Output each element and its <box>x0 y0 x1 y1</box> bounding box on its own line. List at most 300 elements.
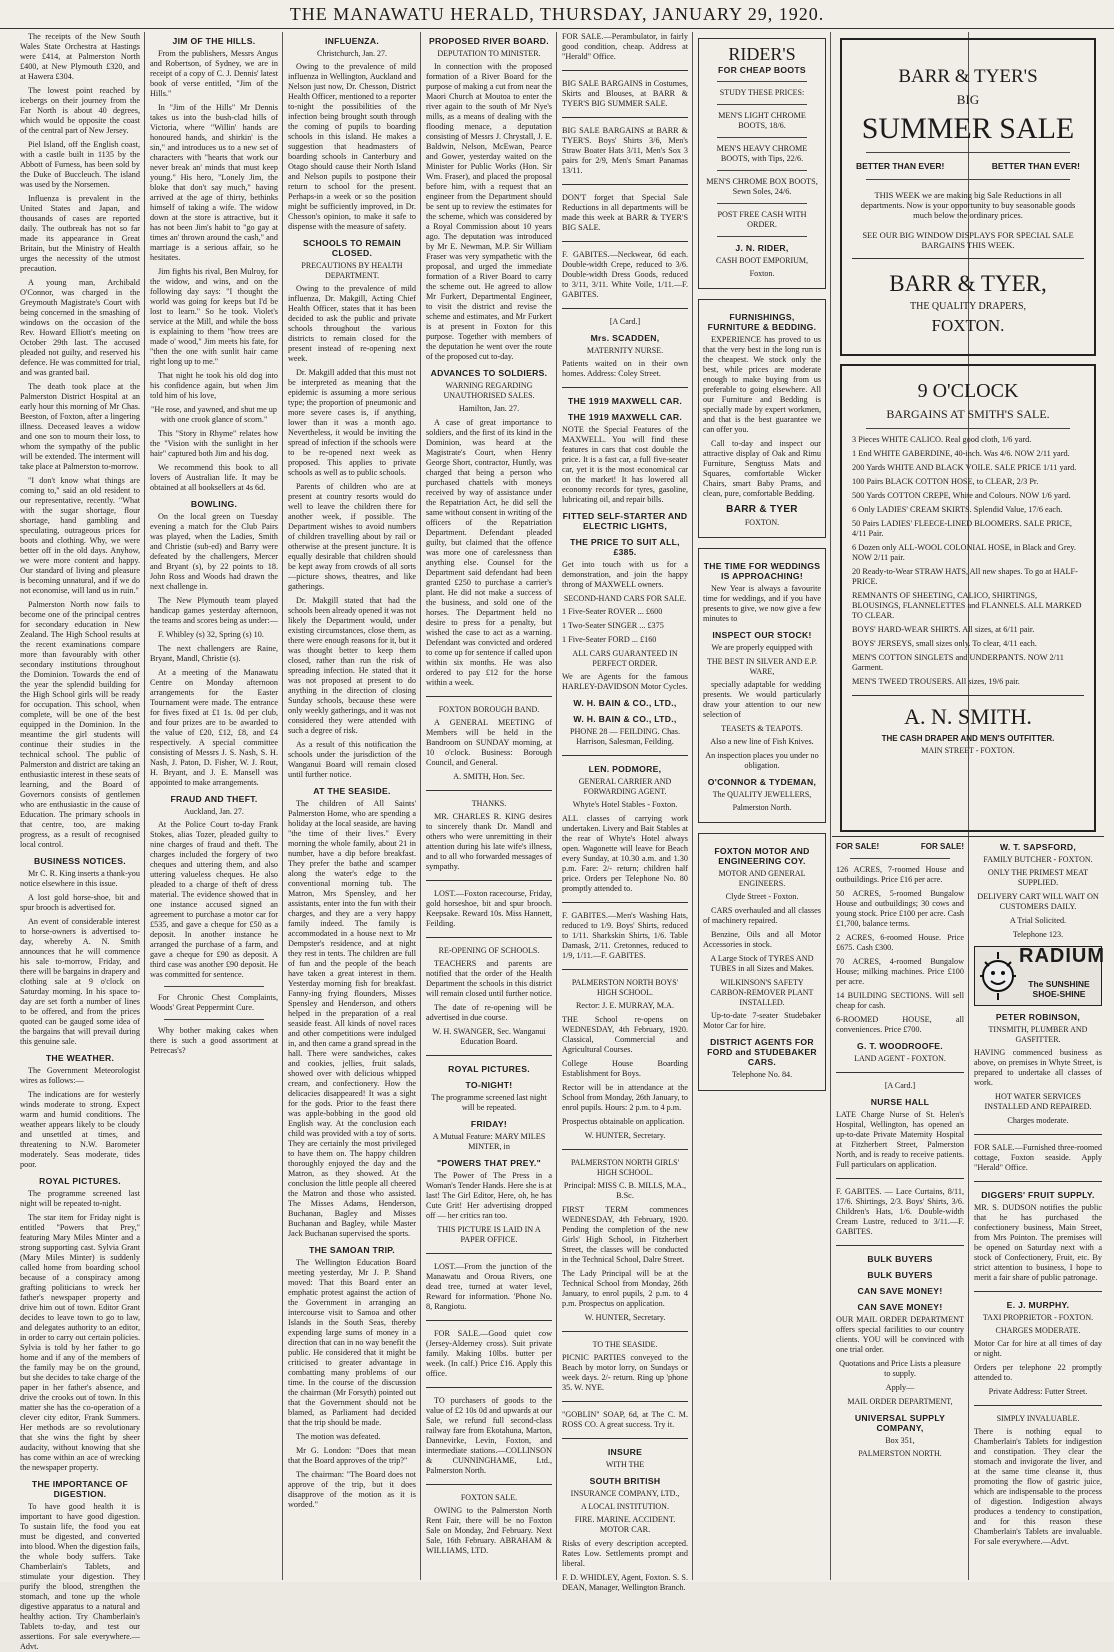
article-paragraph: Piel Island, off the English coast, with a castle built in 1135 by the Abbott of Furness, has been sold by the Duke of Buccleuch. The island was used by the Norsemen. <box>20 140 140 189</box>
notice-title: RE-OPENING OF SCHOOLS. <box>438 946 540 955</box>
notice-sign: A. SMITH, Hon. Sec. <box>453 772 525 781</box>
ad-title: RIDER'S <box>728 44 796 64</box>
article-paragraph: The death took place at the Palmerston District Hospital at an early hour this morning of Mr Chas. Beeston, of Foxton, after a lingering illness. Deceased leaves a widow and one son to mourn their loss, to whom the sympathy of the public will be extended. The interment will take place at Palmerston to-morrow. <box>20 382 140 471</box>
article-paragraph: A lost gold horse-shoe, bit and spur brooch is advertised for. <box>20 893 140 912</box>
article-paragraph: As a result of this notification the schools under the jurisdiction of the Wanganui Board will remain closed until further notice. <box>288 740 416 779</box>
classified-ad: NOTE the Special Features of the MAXWELL. You will find these features in cars that cost double the price. It is a fast car, a full five-seater car, yet it is the most economical car on the market! It has lowered all economy records for tyres, gasoline, lubricating oil, and repair bills. <box>562 425 688 504</box>
better-label: BETTER THAN EVER! <box>856 161 945 171</box>
classified-ad: Private Address: Futter Street. <box>988 1387 1088 1396</box>
divider <box>426 1320 552 1321</box>
divider <box>836 1178 964 1179</box>
divider <box>866 179 1070 180</box>
divider <box>717 236 807 237</box>
heading-fraud: FRAUD AND THEFT. <box>170 794 258 804</box>
ad-subtitle: FOXTON. <box>744 518 780 527</box>
ad-subtitle: FOXTON. <box>931 316 1005 335</box>
divider <box>717 81 807 82</box>
article-paragraph: We recommend this book to all lovers of Australian life. It may be obtained at all booksellers at 4s 6d. <box>150 463 278 492</box>
verse-quote: "He rose, and yawned, and shut me up with one crook glance of scorn." <box>151 405 277 424</box>
notice-text: LOST.—From the junction of the Manawatu and Oroua Rivers, one dead tree, turned at water level, Reward for information. 'Phone No. 8, Rangiotu. <box>426 1262 552 1311</box>
divider <box>426 880 552 881</box>
classified-ad: Prospectus obtainable on application. <box>562 1117 685 1126</box>
sale-item: 50 Pairs LADIES' FLEECE-LINED BLOOMERS. SALE PRICE, 4/11 Pair. <box>852 519 1072 538</box>
classified-ad: College House Boarding Establishment for Boys. <box>562 1059 688 1078</box>
ad-text: EXPERIENCE has proved to us that the very best in the long run is the cheapest. We stock only the best, while prices are moderate enough to make buying from us preferable to going elsewhere. All our Furniture and Bedding is specially made by expert workmen, and that is the best guarantee we can offer you. <box>703 335 821 434</box>
column-rule <box>282 32 283 1580</box>
heading-weather: THE WEATHER. <box>45 1053 115 1063</box>
column-1 <box>20 32 140 1651</box>
sale-item: BOYS' HARD-WEAR SHIRTS. All sizes, at 6/11 pair. <box>852 625 1035 634</box>
article-paragraph: The next challengers are Raine, Bryant, Mandl, Christie (s). <box>150 644 278 663</box>
ad-title: FURNISHINGS, FURNITURE & BEDDING. <box>707 312 817 332</box>
ad-title: PETER ROBINSON, <box>995 1012 1081 1022</box>
ad-title: DISTRICT AGENTS FOR FORD and STUDEBAKER CARS. <box>707 1037 817 1067</box>
article-paragraph: Jim fights his rival, Ben Mulroy, for the widow, and wins, and on the following day says: "I thought the world was going for keeps but I'd be lost to learn." So he took. Violet's service at the Mill, and while the boss is explaining to them "how trees are made o' wood," Jim meets his fate, for "then the one with sunlit hair came right long up to me." <box>150 267 278 366</box>
notice-text: TO purchasers of goods to the value of £2 10s 0d and upwards at our Sale, we refund full second-class railway fare from Ekotahuna, Marton, Dannevirke, Levin, Foxton, and intermediate stations.—COLLINSON & CUNNINGHAME, Ltd., Palmerston North. <box>426 1396 552 1475</box>
classified-ad: BIG SALE BARGAINS at BARR & TYER'S. Boys' Shirts 3/6, Men's Straw Boater Hats 3/11, Men's Sox 3 pairs for 2/9, Men's Smart Panamas 13/11. <box>562 126 688 175</box>
ad-subtitle: Foxton. <box>749 269 775 278</box>
divider <box>974 1134 1102 1135</box>
ad-subtitle: Box 351, <box>885 1436 915 1445</box>
ad-text: We are properly equipped with <box>711 643 813 652</box>
ad-subtitle: TEASETS & TEAPOTS. <box>721 724 803 733</box>
better-row <box>856 161 1080 171</box>
article-paragraph: In connection with the proposed formation of a River Board for the purpose of making a cut from near the Maori Church at Moutoa to enter the river again to the south of Mr Nye's mills, as a means of dealing with the flooding menace, a deputation consisting of Messrs J. Chrystall, J. E. Baldwin, Nelson, McEwan, Pearce and Gower, yesterday waited on the Minister for Public Works (Hon. Sir Wm. Fraser), and placed the proposal before him, with a request that an engineer from the Department should be sent up to review the estimates for the scheme, which was considered by a Royal Commission about 10 years ago. The deputation was introduced by Mr E. Newman, M.P. Sir William Fraser was very sympathetic with the proposal, and urged the immediate formation of a River Board to carry the scheme out. He agreed to allow Mr Furkert, Departmental Engineer, to visit the district and revise the scheme and estimates, and Mr Furkert is at present in Foxton for this purpose. Together with members of the deputation he went over the route of the proposed cut to-day. <box>426 62 552 361</box>
divider <box>974 1291 1102 1292</box>
classified-ad: F. GABITES. — Lace Curtains, 8/11, 17/6. Shirtings, 2/3. Boys' Shirts, 3/6. Children's Hats, 1/6. Double-width Cream Lustre, reduced to 3/11.—F. GABITES. <box>836 1187 964 1236</box>
ad-title: THE 1919 MAXWELL CAR. <box>567 396 683 406</box>
article-paragraph: The chairman: "The Board does not approve of the trip, but it does disapprove of the motion as it is worded." <box>288 1470 416 1509</box>
article-paragraph: The lowest point reached by icebergs on their journey from the Far North is about 40 degrees, which would be opposite the coast of the central part of New Jersey. <box>20 86 140 135</box>
article-paragraph: The indications are for westerly winds moderate to strong. Expect warm and humid conditions. The weather appears likely to be cloudy and unsettled at times, and threatening to N.W. Barometer moderately. Seas moderate, tides poor. <box>20 1090 140 1169</box>
ad-title: SUMMER SALE <box>861 112 1075 145</box>
article-paragraph: That night he took his old dog into his confidence again, but when Jim told him of his love, <box>150 371 278 400</box>
divider <box>836 1072 964 1073</box>
divider <box>562 969 688 970</box>
divider <box>974 1181 1102 1182</box>
divider <box>717 137 807 138</box>
smith-sale-list <box>852 435 1084 687</box>
classified-ad: F. GABITES.—Neckwear, 6d each. Double-width Crepe, reduced to 3/6. Double-width Dress Goods, reduced to 3/11, 3/11. White Voile, 1/11.—F. GABITES. <box>562 250 688 299</box>
article-paragraph: On the local green on Tuesday evening a match for the Club Pairs was played, when the Ladies, Smith and Christie (sub-ed) and Barry were defeated by the challengers, Mercer and Bryant (s), by 22 points to 18. John Ross and Woods had drawn the next challenge in. <box>150 512 278 591</box>
ad-subtitle: TAXI PROPRIETOR - FOXTON. <box>982 1313 1094 1322</box>
ad-title: BARR & TYER'S <box>898 66 1038 87</box>
article-paragraph: An event of considerable interest to horse-owners is advertised to-day, whereby A. N. Smith announces that he will commence his sale to-morrow, Friday, and there will be bargains in drapery and clothing sale at 9 o'clock on Saturday morning. In his space to-day are set forth a number of lines to be offered, and from the prices quoted can be gauged some idea of the bargains that will prevail during this genuine sale. <box>20 917 140 1046</box>
classified-ad: Telephone 123. <box>1012 930 1064 939</box>
column-5 <box>562 32 688 1592</box>
column-7 <box>836 842 964 1580</box>
classified-ad: Motor Car for hire at all times of day or night. <box>974 1339 1102 1358</box>
classified-ad: FIRE. MARINE. ACCIDENT. MOTOR CAR. <box>574 1515 676 1534</box>
notice-text: THIS PICTURE IS LAID IN A PAPER OFFICE. <box>437 1225 541 1244</box>
heading-schools-closed: SCHOOLS TO REMAIN CLOSED. <box>302 238 402 258</box>
subheading: PRECAUTIONS BY HEALTH DEPARTMENT. <box>301 261 403 280</box>
card-tag: [A Card.] <box>609 317 641 326</box>
barr-tyer-ad <box>840 38 1096 356</box>
notice-sign: W. HUNTER, Secretary. <box>584 1131 666 1140</box>
dateline: Hamilton, Jan. 27. <box>458 404 520 413</box>
divider <box>562 117 688 118</box>
divider <box>426 696 552 697</box>
article-paragraph: The programme screened last night will be repeated to-night. <box>20 1189 140 1208</box>
article-paragraph: Owing to the prevalence of mild influenza, Dr. Makgill, Acting Chief Health Officer, states that it has been decided to ask the public and private schools throughout the various districts to remain closed for the present instead of re-opening next week. <box>288 284 416 363</box>
classified-ad: Quotations and Price Lists a pleasure to supply. <box>839 1359 961 1378</box>
heading-bowling: BOWLING. <box>190 499 238 509</box>
article-paragraph: Why bother making cakes when there is such a good assortment at Petrecas's? <box>150 1026 278 1055</box>
classified-ad: DELIVERY CART WILL WAIT ON CUSTOMERS DAILY. <box>977 892 1099 911</box>
rider-ad <box>698 38 826 289</box>
heading-jim-of-the-hills: JIM OF THE HILLS. <box>172 36 256 46</box>
sale-item: BOYS' JERSEYS, small sizes only. To clear, 4/11 each. <box>852 639 1037 648</box>
notice-title: FOXTON SALE. <box>460 1493 518 1502</box>
sale-item: 200 Yards WHITE AND BLACK VOILE. SALE PRICE 1/11 yard. <box>852 463 1077 472</box>
heading-river-board: PROPOSED RIVER BOARD. <box>429 36 549 46</box>
divider <box>717 104 807 105</box>
film-title: "POWERS THAT PREY." <box>437 1158 541 1168</box>
divider <box>852 695 1084 696</box>
divider <box>562 1331 688 1332</box>
ad-subtitle: INSURANCE COMPANY, LTD., <box>570 1489 680 1498</box>
land-listing: 6-ROOMED HOUSE, all conveniences. Price £700. <box>836 1015 964 1034</box>
furnishing-ad <box>698 299 826 538</box>
wedding-ad <box>698 548 826 823</box>
ad-subtitle: SECOND-HAND CARS FOR SALE. <box>563 594 687 603</box>
divider <box>426 1484 552 1485</box>
radium-ad <box>974 945 1105 1006</box>
divider <box>426 1055 552 1056</box>
ad-title: INSURE <box>607 1447 643 1457</box>
notice-text: The date of re-opening will be advertised in due course. <box>426 1003 552 1022</box>
divider <box>974 1405 1102 1406</box>
article-paragraph: To have good health it is important to have good digestion. To sustain life, the food you eat must be digested, and converted into blood. When the digestion fails, the whole body suffers. Take Chamberlain's Tablets, and stimulate your digestion. They purify the blood, strengthen the stomach, and tone up the whole digestive apparatus to a natural and healthy action. Try Chamberlain's Tablets to-day, and test our assertions. For sale everywhere.—Advt. <box>20 1502 140 1651</box>
classified-ad: DON'T forget that Special Sale Reductions in all departments will be made this week at BARR & TYER'S BIG SALE. <box>562 193 688 232</box>
ad-title: INSPECT OUR STOCK! <box>712 630 812 640</box>
article-paragraph: The children of All Saints' Palmerston Home, who are spending a holiday at the local seaside, are having "the time of their lives." Every morning the whole family, about 21 in number, have a dip before breakfast. They prefer the bathe and scamper along the water's edge to the conventional morning tub. The Matron, Mrs Spensley, and her assistants, enter into the fun with their charges, and they are a very happy family indeed. The family is accommodated in a house next to Mr Dempster's residence, and at night they rest in tents. The children are full of fun and the people of the beach have taken a great interest in them. Yesterday morning fish for breakfast. Fanny-ing frying flounders, Misses Spensley and Henderson, and others helped in the preparation of a real seaside feast. All kinds of novel races and other competitions were indulged in, and then came a grand spread in the hall. There were sandwiches, cakes and cookies, jellies, fruit salads, showed over with delicious whipped cream, and confectionery. How the delicacies disappeared! It was a sight for the gods. Prior to the feast there was apple-bobbing in the good old English way. At the conclusion each child was provided with a toy of sorts. They are certainly the most privileged to have them on. The happy children thoroughly enjoyed the day and the Matron, as they showed. At the conclusion the little people all cheered the Matron and those who assisted. The Misses Adams, Henderson, Buchanan, Bagley and Misses Buchanan and Bagley, while Master Jack Buchanan supervised the sports. <box>288 799 416 1238</box>
ad-sign: O'CONNOR & TYDEMAN, <box>707 777 817 787</box>
notice-title: FOXTON BOROUGH BAND. <box>438 705 540 714</box>
notice-text: TEACHERS and parents are notified that the order of the Health Department the schools in this district will remain closed until further notice. <box>426 959 552 998</box>
heading-samoan-trip: THE SAMOAN TRIP. <box>309 1245 395 1255</box>
heading-influenza: INFLUENZA. <box>324 36 380 46</box>
ad-title: UNIVERSAL SUPPLY COMPANY, <box>854 1413 946 1433</box>
divider <box>717 203 807 204</box>
classified-ad: BIG SALE BARGAINS in Costumes, Skirts and Blouses, at BARR & TYER'S BIG SUMMER SALE. <box>562 79 688 108</box>
car-line: 1 Two-Seater SINGER ... £375 <box>562 621 664 630</box>
classified-ad: F. GABITES.—Men's Washing Hats, reduced to 1/9. Boys' Shirts, reduced to 1/11. Sharkskin Shirts, 1/6. Table Damask, 2/11. Cretonnes, reduced to 1/9, 1/11.—F. GABITES. <box>562 911 688 960</box>
ad-subtitle: A LOCAL INSTITUTION. <box>581 1502 669 1511</box>
divider <box>836 1245 964 1246</box>
column-rule <box>420 32 421 1580</box>
ad-title: BULK BUYERS <box>867 1270 933 1280</box>
classified-ad: We are Agents for the famous HARLEY-DAVIDSON Motor Cycles. <box>562 672 688 691</box>
classified-ad: Principal: MISS C. B. MILLS, M.A., B.Sc. <box>563 1181 687 1200</box>
column-rule <box>692 32 693 1580</box>
ad-subtitle: Palmerston North. <box>732 803 792 812</box>
article-paragraph: Dr. Makgill stated that had the schools been already opened it was not likely the Department would, under existing circumstances, close them, as there were enough reasons for it, but it was thought better to keep them closed, rather than run the risk of spreading infection. He stated that it was not proposed at present to do anything in the direction of closing Sunday schools, because these were only weekly gatherings, and it was not considered they were attended with such a degree of risk. <box>288 596 416 735</box>
divider <box>426 1387 552 1388</box>
ad-sign: J. N. RIDER, <box>735 243 789 253</box>
article-paragraph: Owing to the prevalence of mild influenza in Wellington, Auckland and Nelson just now, Dr. Chesson, District Health Officer, mentioned to a reporter to-night the possibilities of the infection being brought south through the coming of pupils to boarding schools in this island. He makes a suggestion that headmasters of boarding schools in Canterbury and Otago should cause their North Island and Nelson pupils to postpone their return to school for the present. Perhaps-in a week or so the position might be sufficiently improved, in Dr. Chesson's opinion, to make it safe to dispense with the measure of safety. <box>288 62 416 231</box>
divider <box>426 1253 552 1254</box>
article-paragraph: "I don't know what things are coming to," said an old resident to our representative, recently. "What with the sugar shortage, flour shortage, hand gambling and speculating, outrageous prices for boots and clothing. Why, we were better off in the old days. Anyhow, we were more content and happy. Our standard of living and pleasure is becoming unnatural, and if we do not economise, will land us in ruin." <box>20 476 140 595</box>
classified-ad: Charges moderate. <box>1007 1116 1069 1125</box>
divider <box>562 70 688 71</box>
classified-ad: Whyte's Hotel Stables - Foxton. <box>572 800 678 809</box>
article-paragraph: The motion was defeated. <box>296 1432 381 1441</box>
for-sale-row <box>836 842 964 852</box>
ad-subtitle: MAIN STREET - FOXTON. <box>921 746 1015 755</box>
classified-ad: Patients waited on in their own homes. Address: Coley Street. <box>562 359 688 378</box>
ad-subtitle: MOTOR AND GENERAL ENGINEERS. <box>718 869 806 888</box>
classified-ad: FOR SALE.—Perambulator, in fairly good condition, cheap. Address at "Herald" Office. <box>562 32 688 61</box>
notice-text: LOST.—Foxton racecourse, Friday, gold horseshoe, bit and spur brooch. Keepsake. Reward 10s. Miss Hannett, Feilding. <box>426 889 552 928</box>
ad-title: DIGGERS' FRUIT SUPPLY. <box>981 1190 1095 1200</box>
article-paragraph: The Government Meteorologist wires as follows:— <box>20 1066 140 1085</box>
for-sale-label: FOR SALE! <box>836 842 880 851</box>
sale-item: 3 Pieces WHITE CALICO. Real good cloth, 1/6 yard. <box>852 435 1032 444</box>
sale-item: 100 Pairs BLACK COTTON HOSE, to CLEAR, 2/3 Pr. <box>852 477 1039 486</box>
ad-sign: BARR & TYER, <box>889 271 1047 296</box>
classified-ad: HAVING commenced business as above, on premises in Whyte Street, is prepared to undertake all classes of work. <box>974 1048 1102 1087</box>
divider <box>866 428 1070 429</box>
divider <box>866 152 1070 153</box>
divider <box>850 858 950 859</box>
ad-subtitle: GENERAL CARRIER AND FORWARDING AGENT. <box>578 777 672 796</box>
radium-logo: RADIUM <box>1019 945 1105 967</box>
divider <box>562 387 688 388</box>
ad-title: CAN SAVE MONEY! <box>857 1302 943 1312</box>
ad-title: FOXTON MOTOR AND ENGINEERING COY. <box>714 846 810 866</box>
article-paragraph: From the publishers, Messrs Angus and Robertson, of Sydney, we are in receipt of a copy of C. J. Dennis' latest book of verse entitled, "Jim of the Hills." <box>150 49 278 98</box>
column-2 <box>150 32 278 1580</box>
divider <box>562 241 688 242</box>
divider <box>562 308 688 309</box>
ad-subtitle: The QUALITY JEWELLERS, <box>712 790 812 799</box>
classified-ad: Orders per telephone 22 promptly attended to. <box>974 1363 1102 1382</box>
ad-text: A Large Stock of TYRES AND TUBES in all Sizes and Makes. <box>710 954 814 973</box>
sale-item: MEN'S COTTON SINGLETS and UNDERPANTS. NOW 2/11 Garment. <box>852 653 1064 672</box>
article-paragraph: Palmerston North now fails to become one of the principal centres for secondary education in New Zealand. The High School results at the recent examinations compare more than favourably with other secondary institutions throughout the Dominion. Towards the end of the year the splendid building for the High School girls will be ready for occupation. This school, when complete, will be one of the best equipped in the Dominion. In the meantime the girl students will continue their studies in the technical school. The public of Palmerston and district are taking an enthusiastic interest in these seats of learning, and the Board of Governors consists of gentlemen who are enthusiastic in the cause of Education. The primary schools in that centre, too, are making progress, as a result of recognised local control. <box>20 600 140 849</box>
article-paragraph: At the Police Court to-day Frank Stokes, alias Tozer, pleaded guilty to nine charges of fraud and theft. The charges included the forgery of two cheques and uttering them, and also uttering valueless cheques. He also pleaded to a charge of theft of dress material. The evidence showed that in one instance accused signed an agreement to purchase a motor car for £535, and gave a cheque for £50 as a deposit. In another instance he arranged the purchase of a farm, and gave a cheque for £90 as deposit. A third case was another £90 deposit. He was committed for sentence. <box>150 820 278 979</box>
subheading: DEPUTATION TO MINISTER. <box>437 49 541 58</box>
dateline: Christchurch, Jan. 27. <box>317 49 387 58</box>
divider <box>562 755 688 756</box>
ad-text: Call to-day and inspect our attractive display of Oak and Rimu Furniture, Sengtuss Mats and Squares, comfortable Wicker Chairs, smart Baby Prams, and clean, pure, comfortable Bedding. <box>703 439 821 498</box>
card-tag: [A Card.] <box>884 1081 916 1090</box>
classified-ad: HOT WATER SERVICES INSTALLED AND REPAIRED. <box>984 1092 1092 1111</box>
ad-title: BARGAINS AT SMITH'S SALE. <box>886 407 1050 421</box>
ad-title: W. H. BAIN & CO., LTD., <box>573 698 677 708</box>
ad-price: THE PRICE TO SUIT ALL, £385. <box>570 537 680 557</box>
ad-title: THE 1919 MAXWELL CAR. <box>567 412 683 422</box>
classified-ad: ONLY THE PRIMEST MEAT SUPPLIED. <box>987 868 1089 887</box>
ad-subtitle: FAMILY BUTCHER - FOXTON. <box>983 855 1093 864</box>
sale-item: 6 Only LADIES' CREAM SKIRTS. Splendid Value, 17/6 each. <box>852 505 1063 514</box>
price-line: MEN'S LIGHT CHROME BOOTS, 18/6. <box>718 111 806 130</box>
radium-tagline: The SUNSHINE SHOE-SHINE <box>1028 979 1090 999</box>
ad-title: CAN SAVE MONEY! <box>857 1286 943 1296</box>
notice-text: MR. CHARLES R. KING desires to sincerely thank Dr. Mandl and others who were unremitting in their attention during his late wife's illness, and to all who forwarded messages of sympathy. <box>426 812 552 871</box>
notice-text: The programme screened last night will be repeated. <box>431 1093 547 1112</box>
column-6 <box>698 32 826 1580</box>
ad-subtitle: PALMERSTON NORTH BOYS' HIGH SCHOOL. <box>571 978 679 997</box>
price-line: MEN'S CHROME BOX BOOTS, Sewn Soles, 24/6. <box>706 177 818 196</box>
article-paragraph: The New Plymouth team played handicap games yesterday afternoon, the teams and scores being as under:— <box>150 596 278 625</box>
ad-subtitle: PALMERSTON NORTH GIRLS' HIGH SCHOOL. <box>570 1158 680 1177</box>
notice-text: FOR SALE.—Good quiet cow (Jersey-Alderney cross). Suit private family. Making 10lbs. butter per week. (In calf.) Price £16. Apply this office. <box>426 1329 552 1378</box>
ad-subtitle: ALL CARS GUARANTEED IN PERFECT ORDER. <box>572 649 678 668</box>
article-paragraph: Mr C. R. King inserts a thank-you notice elsewhere in this issue. <box>20 869 140 888</box>
friday-label: FRIDAY! <box>470 1119 508 1129</box>
ad-text: Benzine, Oils and all Motor Accessories in stock. <box>703 930 821 949</box>
classified-ad: Get into touch with us for a demonstration, and join the happy throng of MAXWELL owners. <box>562 560 688 589</box>
heading-royal-pictures: ROYAL PICTURES. <box>39 1176 121 1186</box>
sale-item: 20 Ready-to-Wear STRAW HATS, All new shapes. To go at HALF-PRICE. <box>852 567 1078 586</box>
better-label: BETTER THAN EVER! <box>991 161 1080 171</box>
sale-item: 1 End WHITE GABERDINE, 40-inch. Was 4/6. NOW 2/11 yard. <box>852 449 1070 458</box>
heading-soldiers: ADVANCES TO SOLDIERS. <box>430 368 548 378</box>
article-paragraph: The receipts of the New South Wales State Orchestra at Hastings were £414, at Palmerston North £400, at New Plymouth £320, and at Hawera £304. <box>20 32 140 81</box>
price-line: MEN'S HEAVY CHROME BOOTS, with Tips, 22/6. <box>716 144 808 163</box>
car-line: 1 Five-Seater FORD ... £160 <box>562 635 657 644</box>
heading-royal-ad: ROYAL PICTURES. <box>448 1064 530 1074</box>
divider <box>562 1401 688 1402</box>
divider <box>852 258 1084 259</box>
ad-text: THIS WEEK we are making big Sale Reductions in all departments. Now is your opportunity to buy seasonable goods much below the ordinary prices. <box>860 190 1076 220</box>
notice-sign: W. H. SWANGER, Sec. Wanganui Education Board. <box>432 1027 546 1046</box>
ad-subtitle: THE CASH DRAPER AND MEN'S OUTFITTER. <box>881 734 1055 743</box>
ad-title: Mrs. SCADDEN, <box>590 333 660 343</box>
article-paragraph: Dr. Makgill added that this must not be interpreted as meaning that the epidemic is assuming a more serious type; the proportion of pneumonic and more severe cases is, if anything, lower than it was a month ago. Nevertheless, it would be inviting the spread of infection if the schools were to be re-opened next week as proposed. This applies to private schools as well as to public schools. <box>288 368 416 477</box>
dateline: Auckland, Jan. 27. <box>184 807 244 816</box>
heading-digestion: THE IMPORTANCE OF DIGESTION. <box>31 1479 129 1499</box>
notice-sign: W. HUNTER, Secretary. <box>584 1313 666 1322</box>
column-rule <box>556 32 557 1580</box>
land-listing: 2 ACRES, 6-roomed House. Price £675. Cash £300. <box>836 933 964 952</box>
classified-ad: OUR MAIL ORDER DEPARTMENT offers special facilities to our country clients. YOU will be convinced with one trial order. <box>836 1315 964 1354</box>
foxton-motor-ad <box>698 833 826 1091</box>
divider <box>562 902 688 903</box>
classified-ad: THE School re-opens on WEDNESDAY, 4th February, 1920. Classical, Commercial and Agricultural Courses. <box>562 1015 688 1054</box>
column-rule <box>144 32 145 1580</box>
sale-item: 6 Dozen only ALL-WOOL COLONIAL HOSE, in Black and Grey. NOW 2/11 pair. <box>852 543 1076 562</box>
column-4 <box>426 32 552 1580</box>
ad-subtitle: CHARGES MODERATE. <box>995 1326 1081 1335</box>
land-listing: 126 ACRES, 7-roomed House and outbuildings. Price £16 per acre. <box>836 865 964 884</box>
ad-title: BIG <box>956 92 980 107</box>
divider <box>164 1019 264 1020</box>
divider <box>164 986 264 987</box>
ad-subtitle: THE QUALITY DRAPERS, <box>909 301 1026 312</box>
article-paragraph: Influenza is prevalent in the United States and Japan, and thousands of cases are reported daily. The outbreak has not so far made its appearance in Great Britain, but the Ministry of Health urges the necessity of the utmost precaution. <box>20 194 140 273</box>
ad-text: New Year is always a favourite time for weddings, and if you have presents to give, we now give a few minutes to <box>703 584 821 623</box>
divider <box>426 790 552 791</box>
column-8 <box>974 842 1105 1580</box>
classified-ad: ALL classes of carrying work undertaken. Livery and Bait Stables at the rear of Whyte's Hotel always open. Wagonette will leave for Beach every Sunday, at 10.30 a.m. and 1.30 p.m. Fare: 2/- return; children half price. Orders per Telephone No. 80 promptly attended to. <box>562 814 688 893</box>
heading-business: BUSINESS NOTICES. <box>33 856 126 866</box>
smith-sale-ad <box>840 364 1096 832</box>
ad-title: LEN. PODMORE, <box>588 764 662 774</box>
ad-sign: BARR & TYER <box>726 504 798 515</box>
ad-title: W. H. BAIN & CO., LTD., <box>573 714 677 724</box>
divider <box>562 184 688 185</box>
article-paragraph: At a meeting of the Manawatu Centre on Monday afternoon arrangements for the Easter Tournament were made. The entrance for fives fixed at £1 1s. 0d per club, and four prizes are to be awarded to the value of £20, £12, £8, and £4 respectively. A special committee consisting of Messrs J. S. Nash, S. H. Nash, J. Paton, D. Fisher, W. J. Rout, H. Bryant, and J. E. Mansell was appointed to make arrangements. <box>150 668 278 787</box>
classified-ad: F. D. WHIDLEY, Agent, Foxton. S. S. DEAN, Manager, Wellington Branch. <box>562 1573 688 1592</box>
ad-sign: G. T. WOODROOFE. <box>857 1041 943 1051</box>
classified-ad: Risks of every description accepted. Rates Low. Settlements prompt and liberal. <box>562 1539 688 1568</box>
subheading: WARNING REGARDING UNAUTHORISED SALES. <box>443 381 535 400</box>
notice-text: OWING to the Palmerston North Rent Fair, there will be no Foxton Sale on Monday, 2nd February. Next Sale, 16th February. ABRAHAM & WILLIAMS, LTD. <box>426 1506 552 1555</box>
ad-subtitle: SIMPLY INVALUABLE. <box>996 1414 1080 1423</box>
classified-ad: Rector will be in attendance at the School from Monday, 26th January, to enrol pupils. Hours: 2 p.m. to 4 p.m. <box>562 1083 688 1112</box>
ad-text: Also a new line of Fish Knives. <box>710 737 814 746</box>
divider <box>562 1438 688 1439</box>
ad-title: SOUTH BRITISH <box>589 1476 661 1486</box>
land-listing: 50 ACRES, 5-roomed Bungalow House and outbuildings; 30 cows and young stock. Price £100 per acre. Cash £1,700, balance terms. <box>836 889 964 928</box>
ad-subtitle: CASH BOOT EMPORIUM, <box>715 256 809 265</box>
divider <box>562 1149 688 1150</box>
ad-title: 9 O'CLOCK <box>917 380 1019 402</box>
ad-subtitle: TINSMITH, PLUMBER AND GASFITTER. <box>988 1025 1088 1044</box>
ad-subtitle: STUDY THESE PRICES: <box>719 88 805 97</box>
ad-title: BULK BUYERS <box>867 1254 933 1264</box>
ad-title: FITTED SELF-STARTER AND ELECTRIC LIGHTS, <box>562 511 688 531</box>
masthead: THE MANAWATU HERALD, THURSDAY, JANUARY 29, 1920. <box>0 0 1114 29</box>
classified-ad: There is nothing equal to Chamberlain's Tablets for indigestion and constipation. They clear the stomach and invigorate the liver, and at the same time cleanse it, thus promoting the flow of gastric juice, which are indispensable to the process of digestion. Indigestion always produces a tendency to constipation, and for this reason these Chamberlain's Tablets are invaluable. For sale everywhere.—Advt. <box>974 1427 1102 1546</box>
ad-text: POST FREE CASH WITH ORDER. <box>717 210 807 229</box>
classified-ad: "GOBLIN" SOAP, 6d, at The C. M. ROSS CO. A great success. Try it. <box>562 1410 688 1429</box>
ad-title: E. J. MURPHY. <box>1006 1300 1070 1310</box>
classified-ad: MR. S. DUDSON notifies the public that he has purchased the confectionery business, Main Street, from Mrs Pointon. The premises will be opened on Saturday next with a stock of Confectionery, Fruit, etc. By strict attention to business, I hope to merit a fair share of public patronage. <box>974 1203 1102 1282</box>
divider <box>426 937 552 938</box>
ad-subtitle: MAIL ORDER DEPARTMENT, <box>847 1397 953 1406</box>
ad-subtitle: PALMERSTON NORTH. <box>858 1449 942 1458</box>
article-paragraph: A young man, Archibald O'Connor, was charged in the Greymouth Magistrate's Court with being concerned in the smashing of windows on the occasion of the Rev. Howard Elliott's meeting on October 29th last. The accused pleaded not guilty, and reserved his defence. He was committed for trial, and was granted bail. <box>20 278 140 377</box>
ad-subtitle: LAND AGENT - FOXTON. <box>854 1054 946 1063</box>
classified-ad: PHONE 28 — FEILDING. Chas. Harrison, Salesman, Feilding. <box>569 727 681 746</box>
classified-ad: FIRST TERM commences WEDNESDAY, 4th February, 1920. Pending the completion of the new Girls' High School, in Fitzherbert Street, the classes will be conducted in the Technical School, Dalre Street. <box>562 1205 688 1264</box>
ad-subtitle: WILKINSON'S SAFETY CARBON-REMOVER PLANT INSTALLED. <box>710 978 814 1007</box>
article-paragraph: A case of great importance to soldiers, and the first of its kind in the Dominion, was heard at the Magistrate's Court, when Henry George Short, contractor, Huntly, was charged that being a person who purchased chattels with moneys received by way of assistance under the Repatriation Act, he did sell the same without consent in writing of the officers of the Repatriation Department. Defendant pleaded guilty, but claimed that the offence was more one of carelessness than anything else. Counsel for the Department said defendant had been granted £250 to purchase a carrier's plant. He did not make a success of the business, and sold one of the horses. The Department held no desire to press for a penalty, but wished the case to act as a warning. Defendant was convicted and ordered to come up for sentence if called upon within six months. He was also ordered to pay £12 for the horse within a week. <box>426 418 552 687</box>
article-paragraph: The Wellington Education Board meeting yesterday, Mr J. P. Shand moved: That this Board enter an emphatic protest against the action of the Government in arranging an intercourse visit to Samoa and other Islands in the South Seas, thereby expending large sums of money in a direction that can in no way benefit the public. He considered that it might be criticised to greater advantage in combatting many problems of our time. In the course of the discussion the chairman (Mr Forsyth) pointed out that the Government should not be blamed, as Parliament had decided that the trip should be made. <box>288 1258 416 1427</box>
ad-subtitle: FOR CHEAP BOOTS <box>718 65 806 75</box>
sale-item: REMNANTS OF SHEETING, CALICO, SHIRTINGS, BLOUSINGS, FLANNELETTES and FLANNELS. ALL MARKED TO CLEAR. <box>852 591 1082 620</box>
classified-ad: The Lady Principal will be at the Technical School from Monday, 26th January, to enrol pupils, 2 p.m. to 4 p.m. Prospectus on application. <box>562 1269 688 1308</box>
for-sale-label: FOR SALE! <box>920 842 964 851</box>
ad-text: Up-to-date 7-seater Studebaker Motor Car for hire. <box>703 1011 821 1030</box>
classified-ad: A Trial Solicited. <box>1009 916 1067 925</box>
classified-ad: LATE Charge Nurse of St. Helen's Hospital, Wellington, has opened an up-to-date Private Maternity Hospital at Fitzherbert Street, Palmerston North, and is ready to receive patients. Full particulars on application. <box>836 1110 964 1169</box>
car-line: 1 Five-Seater ROVER ... £600 <box>562 607 663 616</box>
classified-ad: PICNIC PARTIES conveyed to the Beach by motor lorry, on Sundays or week days. 2/- return. Ring up 'phone 35. W. NYE. <box>562 1353 688 1392</box>
land-listing: 14 BUILDING SECTIONS. Will sell cheap for cash. <box>836 991 964 1010</box>
article-paragraph: Mr G. London: "Does that mean that the Board approves of the trip?" <box>288 1446 416 1465</box>
ad-title: NURSE HALL <box>870 1097 930 1107</box>
notice-text: A GENERAL MEETING of Members will be held in the Bandroom on SUNDAY morning, at 10 o'clock. Business: Borough Council, and General. <box>426 718 552 767</box>
ad-text: An inspection places you under no obligation. <box>705 751 819 770</box>
article-paragraph: Parents of children who are at present at country resorts would do well to leave the children there for another week, if possible. The Department wishes to avoid numbers of children travelling about by rail or otherwise at the present juncture. It is equally desirable that children should be kept away from crowds of all sorts—picture shows, theatres, and like gatherings. <box>288 482 416 591</box>
tonight-label: TO-NIGHT! <box>465 1080 513 1090</box>
notice-text: The Power of The Press in a Woman's Tender Hands. Here she is at last! The Girl Editor, Here, oh, he has Cute Grit! Her advertising dropped off — her critics ran too. <box>426 1171 552 1220</box>
sale-item: 500 Yards COTTON CREPE, White and Colours. NOW 1/6 yard. <box>852 491 1071 500</box>
heading-seaside: AT THE SEASIDE. <box>313 786 391 796</box>
column-rule <box>830 32 831 1580</box>
land-listing: 70 ACRES, 4-roomed Bungalow House; milking machines. Price £100 per acre. <box>836 957 964 986</box>
notice-title: THANKS. <box>471 799 507 808</box>
column-3 <box>288 32 416 1580</box>
ad-subtitle: WITH THE <box>605 1460 645 1469</box>
article-paragraph: The star item for Friday night is entitled "Powers that Prey," featuring Mary Miles Minter and a strong supporting cast. Sylvia Grant (Mary Miles Minter) is suddenly called home from boarding school because of a conspiracy among grafting politicians to wreck her father's newspaper property and drive him out of town. Editor Grant decides to leave town to go to law, and delegates authority to an editor, in order to carry out certain policies. Sylvia is told by her father to go home and if any of the members of the family may be on the ground, but she decides to take charge of the paper in her father's absence, and drive the crooks out of town. In this matter she has the co-operation of a clever city editor, Frank Summers. Her methods are so revolutionary that she wins the fight by sheer audacity, without knowing that she has come within an ace of wrecking the newspaper property. <box>20 1213 140 1472</box>
